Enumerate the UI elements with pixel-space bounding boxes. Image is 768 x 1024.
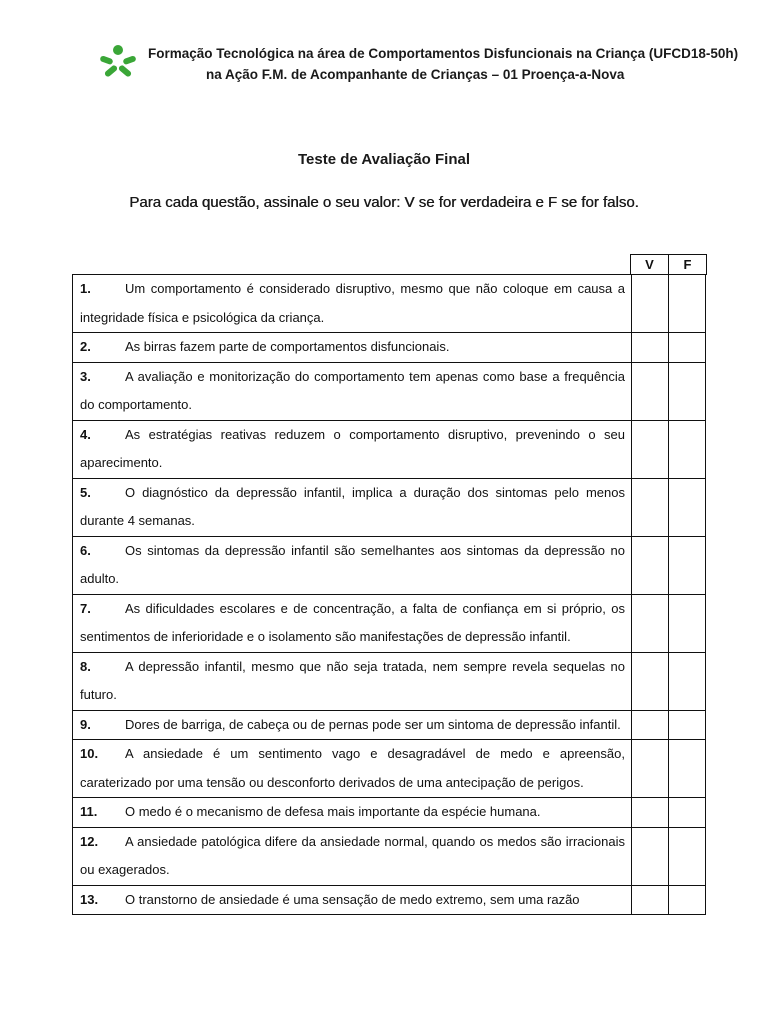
question-text: As birras fazem parte de comportamentos disfuncionais.: [125, 339, 450, 354]
question-cell: [73, 420, 632, 478]
answer-box-v[interactable]: [632, 710, 669, 740]
answer-box-f[interactable]: [669, 740, 706, 798]
question-number: 5.: [80, 484, 91, 500]
question-text: O diagnóstico da depressão infantil, implica a duração dos sintomas pelo menos durante 4 semanas.: [80, 484, 625, 528]
question-row: [73, 478, 706, 536]
column-v-label: V: [631, 255, 669, 275]
question-text: As dificuldades escolares e de concentração, a falta de confiança em si próprio, os sentimentos de inferioridade e o isolamento são manifestações de depressão infantil.: [80, 600, 625, 644]
answer-box-v[interactable]: [632, 652, 669, 710]
question-text: A avaliação e monitorização do comportamento tem apenas como base a frequência do comportamento.: [80, 368, 625, 412]
question-cell: [73, 536, 632, 594]
answer-box-f[interactable]: [669, 536, 706, 594]
answer-box-v[interactable]: [632, 478, 669, 536]
question-row: [73, 885, 706, 915]
question-text: O transtorno de ansiedade é uma sensação de medo extremo, sem uma razão: [125, 891, 580, 907]
header-course-title: Formação Tecnológica na área de Comportamentos Disfuncionais na Criança (UFCD18-50h): [148, 46, 739, 61]
question-number: 6.: [80, 542, 91, 558]
instructions: Para cada questão, assinale o seu valor: V se for verdadeira e F se for falso.: [129, 194, 639, 211]
answer-box-v[interactable]: [632, 798, 669, 828]
question-row: [73, 420, 706, 478]
question-text: Dores de barriga, de cabeça ou de pernas pode ser um sintoma de depressão infantil.: [125, 716, 621, 732]
answer-box-v[interactable]: [632, 275, 669, 333]
question-number: 4.: [80, 426, 91, 442]
column-f-label: F: [669, 255, 707, 275]
question-row: [73, 275, 706, 333]
question-text-block: [73, 421, 631, 478]
green-star-person-logo-icon: [98, 44, 138, 80]
question-text-block: [73, 653, 631, 710]
answer-box-f[interactable]: [669, 594, 706, 652]
answer-box-v[interactable]: [632, 594, 669, 652]
answer-box-v[interactable]: [632, 420, 669, 478]
answer-box-f[interactable]: [669, 420, 706, 478]
question-row: [73, 536, 706, 594]
question-text: Os sintomas da depressão infantil são semelhantes aos sintomas da depressão no adulto.: [80, 542, 625, 586]
question-cell: [73, 362, 632, 420]
answer-box-f[interactable]: [669, 362, 706, 420]
question-number: 3.: [80, 368, 91, 384]
question-number: 2.: [80, 339, 91, 354]
answer-box-f[interactable]: [669, 275, 706, 333]
question-cell: [73, 827, 632, 885]
question-number: 8.: [80, 658, 91, 674]
question-text: O medo é o mecanismo de defesa mais importante da espécie humana.: [125, 804, 541, 819]
question-number: 9.: [80, 716, 91, 732]
question-cell: [73, 710, 632, 740]
question-number: 1.: [80, 281, 91, 296]
answer-box-f[interactable]: [669, 798, 706, 828]
answer-box-f[interactable]: [669, 710, 706, 740]
question-row: [73, 710, 706, 740]
question-number: 13.: [80, 891, 99, 907]
document-header: [0, 0, 768, 100]
question-number: 10.: [80, 746, 99, 761]
question-text-block: [73, 333, 631, 362]
question-number: 7.: [80, 600, 91, 616]
question-cell: [73, 740, 632, 798]
question-row: [73, 594, 706, 652]
answer-box-f[interactable]: [669, 333, 706, 363]
question-text: A depressão infantil, mesmo que não seja tratada, nem sempre revela sequelas no futuro.: [80, 658, 625, 702]
question-text-block: [73, 275, 631, 332]
question-cell: [73, 275, 632, 333]
question-cell: [73, 333, 632, 363]
question-row: [73, 798, 706, 828]
header-action-subtitle: na Ação F.M. de Acompanhante de Crianças – 01 Proença-a-Nova: [206, 67, 625, 82]
answer-box-v[interactable]: [632, 885, 669, 915]
question-row: [73, 652, 706, 710]
answer-box-v[interactable]: [632, 827, 669, 885]
answer-box-v[interactable]: [632, 740, 669, 798]
question-text-block: [73, 828, 631, 885]
question-text-block: [73, 537, 631, 594]
question-text-block: [73, 479, 631, 536]
questions-table: [72, 274, 706, 915]
answer-box-f[interactable]: [669, 827, 706, 885]
answer-box-v[interactable]: [632, 536, 669, 594]
page-title: Teste de Avaliação Final: [297, 151, 470, 168]
question-cell: [73, 885, 632, 915]
question-row: [73, 740, 706, 798]
question-text-block: [73, 740, 631, 797]
question-cell: [73, 594, 632, 652]
question-text: A ansiedade patológica difere da ansiedade normal, quando os medos são irracionais ou exagerados.: [80, 833, 625, 877]
question-row: [73, 827, 706, 885]
question-number: 11.: [80, 804, 98, 819]
question-cell: [73, 798, 632, 828]
answer-box-f[interactable]: [669, 652, 706, 710]
question-row: [73, 362, 706, 420]
question-text-block: [73, 886, 631, 915]
question-cell: [73, 652, 632, 710]
question-cell: [73, 478, 632, 536]
question-text: A ansiedade é um sentimento vago e desagradável de medo e apreensão, caraterizado por uma tensão ou desconforto derivados de uma antecipação de perigos.: [80, 746, 625, 790]
answer-box-f[interactable]: [669, 478, 706, 536]
answer-box-f[interactable]: [669, 885, 706, 915]
question-text: As estratégias reativas reduzem o comportamento disruptivo, prevenindo o seu aparecimento.: [80, 426, 625, 470]
question-text-block: [73, 363, 631, 420]
question-text: Um comportamento é considerado disruptivo, mesmo que não coloque em causa a integridade física e psicológica da criança.: [80, 281, 625, 325]
question-text-block: [73, 711, 631, 740]
question-text-block: [73, 595, 631, 652]
answer-column-header: [630, 254, 707, 275]
question-row: [73, 333, 706, 363]
question-number: 12.: [80, 833, 99, 849]
answer-box-v[interactable]: [632, 333, 669, 363]
answer-box-v[interactable]: [632, 362, 669, 420]
question-text-block: [73, 798, 631, 827]
